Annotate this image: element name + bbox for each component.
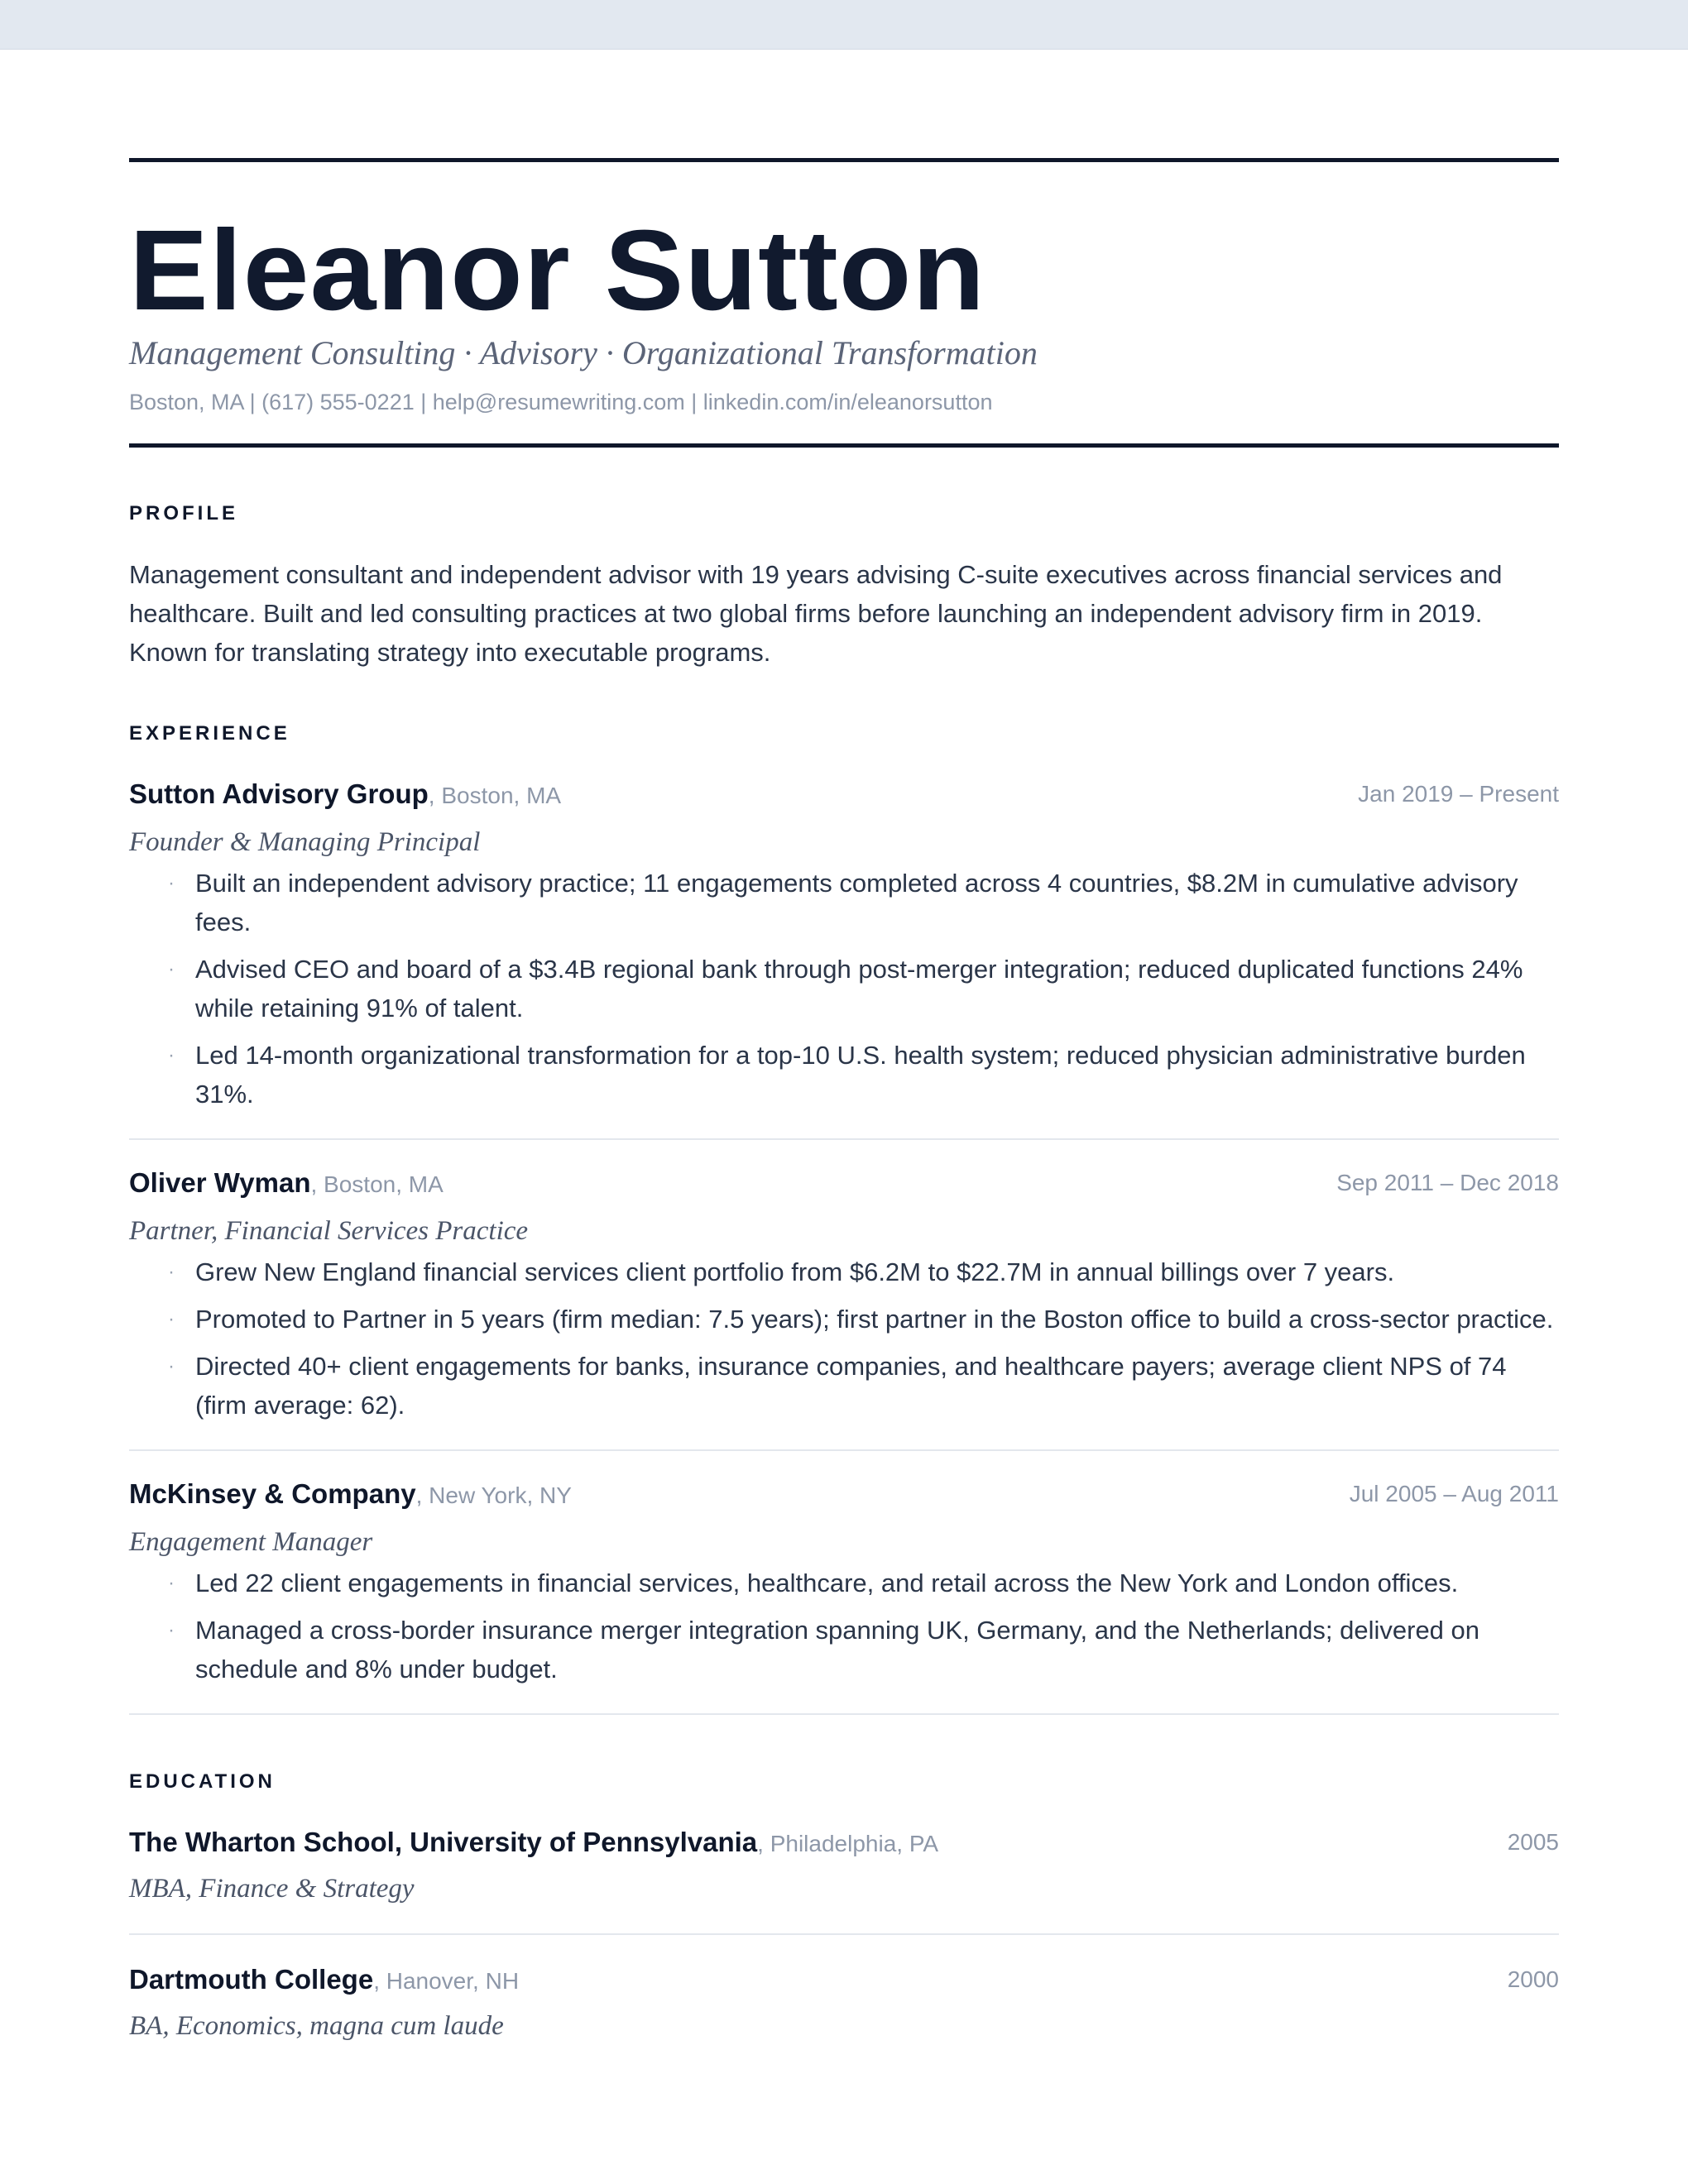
- graduation-year: 2000: [1507, 1966, 1559, 1992]
- education-heading: EDUCATION: [129, 1770, 276, 1793]
- bullet-item: [129, 1611, 1559, 1688]
- profile-heading: PROFILE: [129, 502, 239, 524]
- header-bottom-rule: [129, 443, 1559, 448]
- bullet-text: Led 22 client engagements in financial services, healthcare, and retail across the New York and London offices.: [195, 1569, 1459, 1597]
- bullet-item: [129, 864, 1559, 941]
- job-company: Oliver Wyman: [129, 1167, 311, 1198]
- school-name: The Wharton School, University of Pennsylvania: [129, 1827, 758, 1857]
- header-top-rule: [129, 158, 1559, 162]
- job-entry: [129, 1165, 1559, 1425]
- contact-line: Boston, MA | (617) 555-0221 | help@resumewriting.com | linkedin.com/in/eleanorsutton: [129, 390, 993, 414]
- entry-divider: [129, 1138, 1559, 1140]
- graduation-year: 2005: [1507, 1829, 1559, 1855]
- entry-divider: [129, 1713, 1559, 1715]
- job-header: [129, 1476, 1559, 1512]
- job-company: McKinsey & Company: [129, 1478, 416, 1509]
- bullet-item: [129, 1252, 1559, 1291]
- school-location: , Hanover, NH: [373, 1968, 520, 1994]
- education-header: [129, 1961, 1559, 1998]
- bullet-text: Promoted to Partner in 5 years (firm median: 7.5 years); first partner in the Boston office to build a cross-sector practice.: [195, 1305, 1554, 1334]
- school-name: Dartmouth College: [129, 1964, 374, 1995]
- bullet-text: Directed 40+ client engagements for banks, insurance companies, and healthcare payers; average client NPS of 74 (firm average: 62).: [195, 1352, 1507, 1420]
- bullet-dot-icon: ·: [168, 1308, 175, 1330]
- job-dates: Jul 2005 – Aug 2011: [1349, 1481, 1559, 1506]
- bullet-item: [129, 950, 1559, 1027]
- tagline: Management Consulting · Advisory · Organizational Transformation: [129, 334, 1038, 371]
- bullet-text: Built an independent advisory practice; 11 engagements completed across 4 countries, $8.2M in cumulative advisory fees.: [195, 869, 1518, 936]
- bullet-dot-icon: ·: [168, 958, 175, 980]
- bullet-text: Advised CEO and board of a $3.4B regional bank through post-merger integration; reduced duplicated functions 24% while retaining 91% of talent.: [195, 955, 1523, 1023]
- bullet-item: [129, 1564, 1559, 1602]
- bullet-item: [129, 1300, 1559, 1339]
- job-entry: [129, 1476, 1559, 1688]
- top-bar: [0, 0, 1688, 50]
- job-entry: [129, 776, 1559, 1114]
- resume-page: [129, 158, 1559, 2044]
- bullet-text: Grew New England financial services client portfolio from $6.2M to $22.7M in annual billings over 7 years.: [195, 1257, 1395, 1286]
- job-title: Engagement Manager: [129, 1527, 373, 1557]
- job-dates: Jan 2019 – Present: [1358, 781, 1559, 807]
- job-location: , New York, NY: [415, 1482, 572, 1508]
- bullet-dot-icon: ·: [168, 1261, 175, 1283]
- job-bullets: [129, 1564, 1559, 1688]
- bullet-item: [129, 1347, 1559, 1425]
- bullet-dot-icon: ·: [168, 1044, 175, 1066]
- bullet-text: Led 14-month organizational transformation for a top-10 U.S. health system; reduced physician administrative burden 31%.: [195, 1041, 1526, 1109]
- candidate-name: Eleanor Sutton: [129, 207, 986, 334]
- job-title: Founder & Managing Principal: [129, 827, 481, 857]
- bullet-item: [129, 1036, 1559, 1114]
- education-entry: [129, 1824, 1559, 1907]
- job-header: [129, 1165, 1559, 1201]
- bullet-dot-icon: ·: [168, 1355, 175, 1377]
- entry-divider: [129, 1933, 1559, 1935]
- job-header: [129, 776, 1559, 812]
- job-bullets: [129, 864, 1559, 1114]
- school-location: , Philadelphia, PA: [757, 1831, 939, 1856]
- profile-summary: Management consultant and independent advisor with 19 years advising C-suite executives across financial services and healthcare. Built and led consulting practices at two global firms before launching an independent advisory firm in 2019. Known for translating strategy into executable programs.: [129, 560, 1503, 667]
- job-location: , Boston, MA: [310, 1171, 444, 1197]
- bullet-dot-icon: ·: [168, 1619, 175, 1641]
- bullet-dot-icon: ·: [168, 872, 175, 894]
- degree: BA, Economics, magna cum laude: [129, 2011, 504, 2041]
- experience-heading: EXPERIENCE: [129, 722, 290, 745]
- job-location: , Boston, MA: [428, 783, 562, 808]
- education-header: [129, 1824, 1559, 1861]
- job-company: Sutton Advisory Group: [129, 778, 429, 809]
- job-bullets: [129, 1252, 1559, 1425]
- bullet-dot-icon: ·: [168, 1572, 175, 1594]
- degree: MBA, Finance & Strategy: [129, 1874, 415, 1904]
- bullet-text: Managed a cross-border insurance merger integration spanning UK, Germany, and the Netherlands; delivered on schedule and 8% under budget.: [195, 1616, 1480, 1684]
- job-dates: Sep 2011 – Dec 2018: [1336, 1170, 1559, 1195]
- entry-divider: [129, 1449, 1559, 1451]
- job-title: Partner, Financial Services Practice: [129, 1216, 529, 1246]
- education-entry: [129, 1961, 1559, 2044]
